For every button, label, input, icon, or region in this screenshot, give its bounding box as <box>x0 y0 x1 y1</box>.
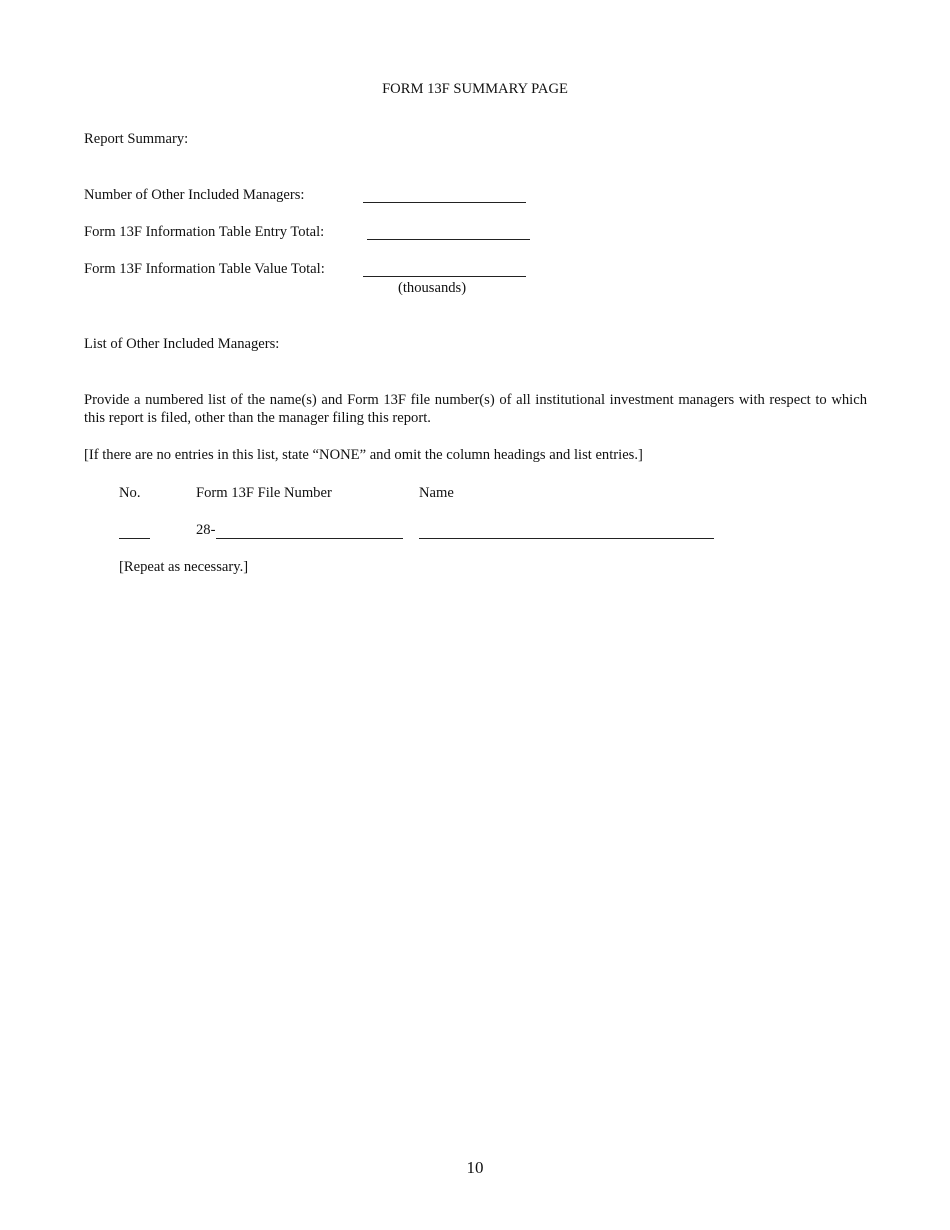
repeat-note: [Repeat as necessary.] <box>119 559 249 575</box>
report-summary-heading: Report Summary: <box>84 131 189 147</box>
file-number-field[interactable] <box>216 538 403 539</box>
value-total-field[interactable] <box>363 276 526 277</box>
value-total-unit-note: (thousands) <box>398 280 467 296</box>
entry-no-field[interactable] <box>119 538 150 539</box>
page-title: FORM 13F SUMMARY PAGE <box>382 81 568 97</box>
column-header-no: No. <box>119 485 141 501</box>
value-total-label: Form 13F Information Table Value Total: <box>84 261 325 277</box>
entry-total-field[interactable] <box>367 239 530 240</box>
none-instruction: [If there are no entries in this list, state “NONE” and omit the column headings and list entries.] <box>84 447 643 463</box>
instructions-paragraph: Provide a numbered list of the name(s) and Form 13F file number(s) of all institutional investment managers with respect to which this report is filed, other than the manager filing this report. <box>84 392 867 426</box>
manager-name-field[interactable] <box>419 538 714 539</box>
file-number-prefix: 28- <box>196 522 216 538</box>
other-managers-count-field[interactable] <box>363 202 526 203</box>
managers-list-heading: List of Other Included Managers: <box>84 336 280 352</box>
other-managers-count-label: Number of Other Included Managers: <box>84 187 305 203</box>
column-header-file-number: Form 13F File Number <box>196 485 332 501</box>
page-number: 10 <box>466 1158 484 1177</box>
column-header-name: Name <box>419 485 454 501</box>
entry-total-label: Form 13F Information Table Entry Total: <box>84 224 325 240</box>
